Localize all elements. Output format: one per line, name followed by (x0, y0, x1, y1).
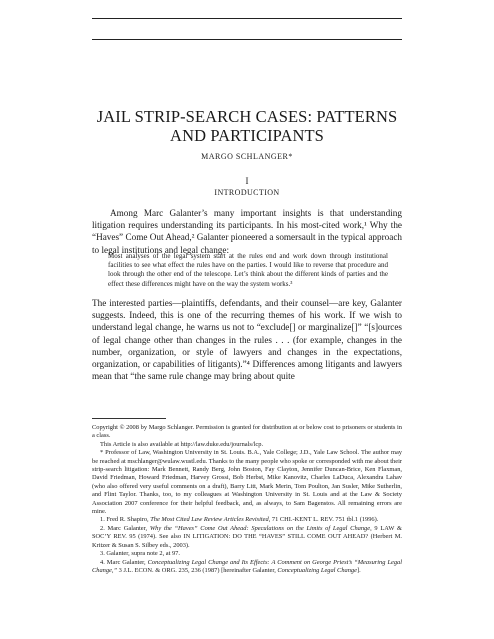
intro-paragraph: Among Marc Galanter’s many important insights is that understanding litigation requires understanding its participants. In his most-cited work,¹ Why the “Haves” Come Out Ahead,² Galanter pioneered a somersault in the typical approach to legal institutions and legal change: (92, 208, 402, 255)
author-name: MARGO SCHLANGER* (201, 152, 293, 161)
header-rule-bottom (92, 39, 402, 40)
footnotes (92, 424, 402, 575)
footnote-divider (92, 418, 166, 419)
footnote-1-text: 1. Fred R. Shapiro, (100, 516, 151, 524)
article-title (92, 107, 402, 145)
header-rule-top (92, 18, 402, 19)
section-number: I (245, 176, 249, 186)
section-heading: INTRODUCTION (214, 188, 280, 197)
footnote-4-source: 3 J.L. ECON. & ORG. 235, 236 (1987) [hereinafter Galanter, (117, 566, 278, 574)
footnote-1-source: , 71 CHI.-KENT L. REV. 751 tbl.1 (1996). (268, 516, 379, 524)
footnote-2-source: , 9 LAW & SOC’Y REV. 95 (1974). See also IN LITIGATION: DO THE “HAVES” STILL COME OUT AHEAD? (Herbert M. Kritzer & Susan S. Silbey eds., 2003). (92, 524, 402, 549)
footnote-2 (92, 525, 402, 550)
footnote-4-cite: Conceptualizing Legal Change and Its Effects: A Comment on George Priest’s “Measuring Legal Change,” (92, 558, 402, 574)
body-paragraph: The interested parties—plaintiffs, defendants, and their counsel—are key, Galanter suggests. Indeed, this is one of the recurring themes of his work. If we wish to understand legal change, he warns us not to “exclude[] or marginalize[]” “[s]ources of legal change other than changes in the rules . . . (for example, changes in the number, organization, or style of lawyers and changes in the expectations, organization, or capabilities of litigants).”⁴ Differences among litigants and lawyers mean that “the same rule change may bring about quite (92, 298, 402, 382)
title-line-1: JAIL STRIP-SEARCH CASES: PATTERNS (96, 107, 398, 126)
block-quote: Most analyses of the legal system start at the rules end and work down through institutional facilities to see what effect the rules have on the parties. I would like to reverse that procedure and look through the other end of the telescope. Let’s think about the different kinds of parties and the effect these differences might have on the way the system works.³ (108, 252, 388, 288)
footnote-1-cite: The Most Cited Law Review Articles Revisited (150, 516, 269, 524)
title-line-2: AND PARTICIPANTS (170, 126, 324, 145)
footnote-online: This Article is also available at http://law.duke.edu/journals/lcp. (100, 440, 264, 448)
footnote-2-cite: Why the “Haves” Come Out Ahead: Speculations on the Limits of Legal Change (149, 524, 371, 532)
footnote-4-short-cite: Conceptualizing Legal Change (277, 566, 357, 574)
footnote-3: 3. Galanter, supra note 2, at 97. (100, 550, 180, 558)
footnote-copyright: Copyright © 2008 by Margo Schlanger. Permission is granted for distribution at or below cost to prisoners or students in a class. (92, 424, 402, 440)
footnote-4-text: 4. Marc Galanter, (100, 558, 148, 566)
footnote-2-text: 2. Marc Galanter, (100, 524, 150, 532)
footnote-1 (92, 516, 402, 524)
footnote-4-end: ]. (356, 566, 361, 574)
footnote-4 (92, 559, 402, 576)
footnote-author: * Professor of Law, Washington University in St. Louis. B.A., Yale College; J.D., Yale Law School. The author may be reached at mschlanger@wulaw.wustl.edu. Thanks to the many people who spoke or corresponded with me about their strip-search litigation: Mark Bennett, Randy Berg, John Boston, Fay Clayton, Jennifer Duncan-Brice, Ken Flaxman, David Friedman, Howard Friedman, Harvey Grossi, Bob Herbst, Mike Kanovitz, Charles LaDuca, Alexandra Lahav (who also offered very useful comments on a draft), Barry Litt, Mark Merin, Tom Poulton, Jan Susler, Mike Sutherlin, and Flint Taylor. Thanks, too, to my colleagues at Washington University in St. Louis and at the Law & Society Association 2007 conference for their helpful feedback, and, as always, to Sam Bagenstos. All remaining errors are mine. (92, 449, 402, 516)
